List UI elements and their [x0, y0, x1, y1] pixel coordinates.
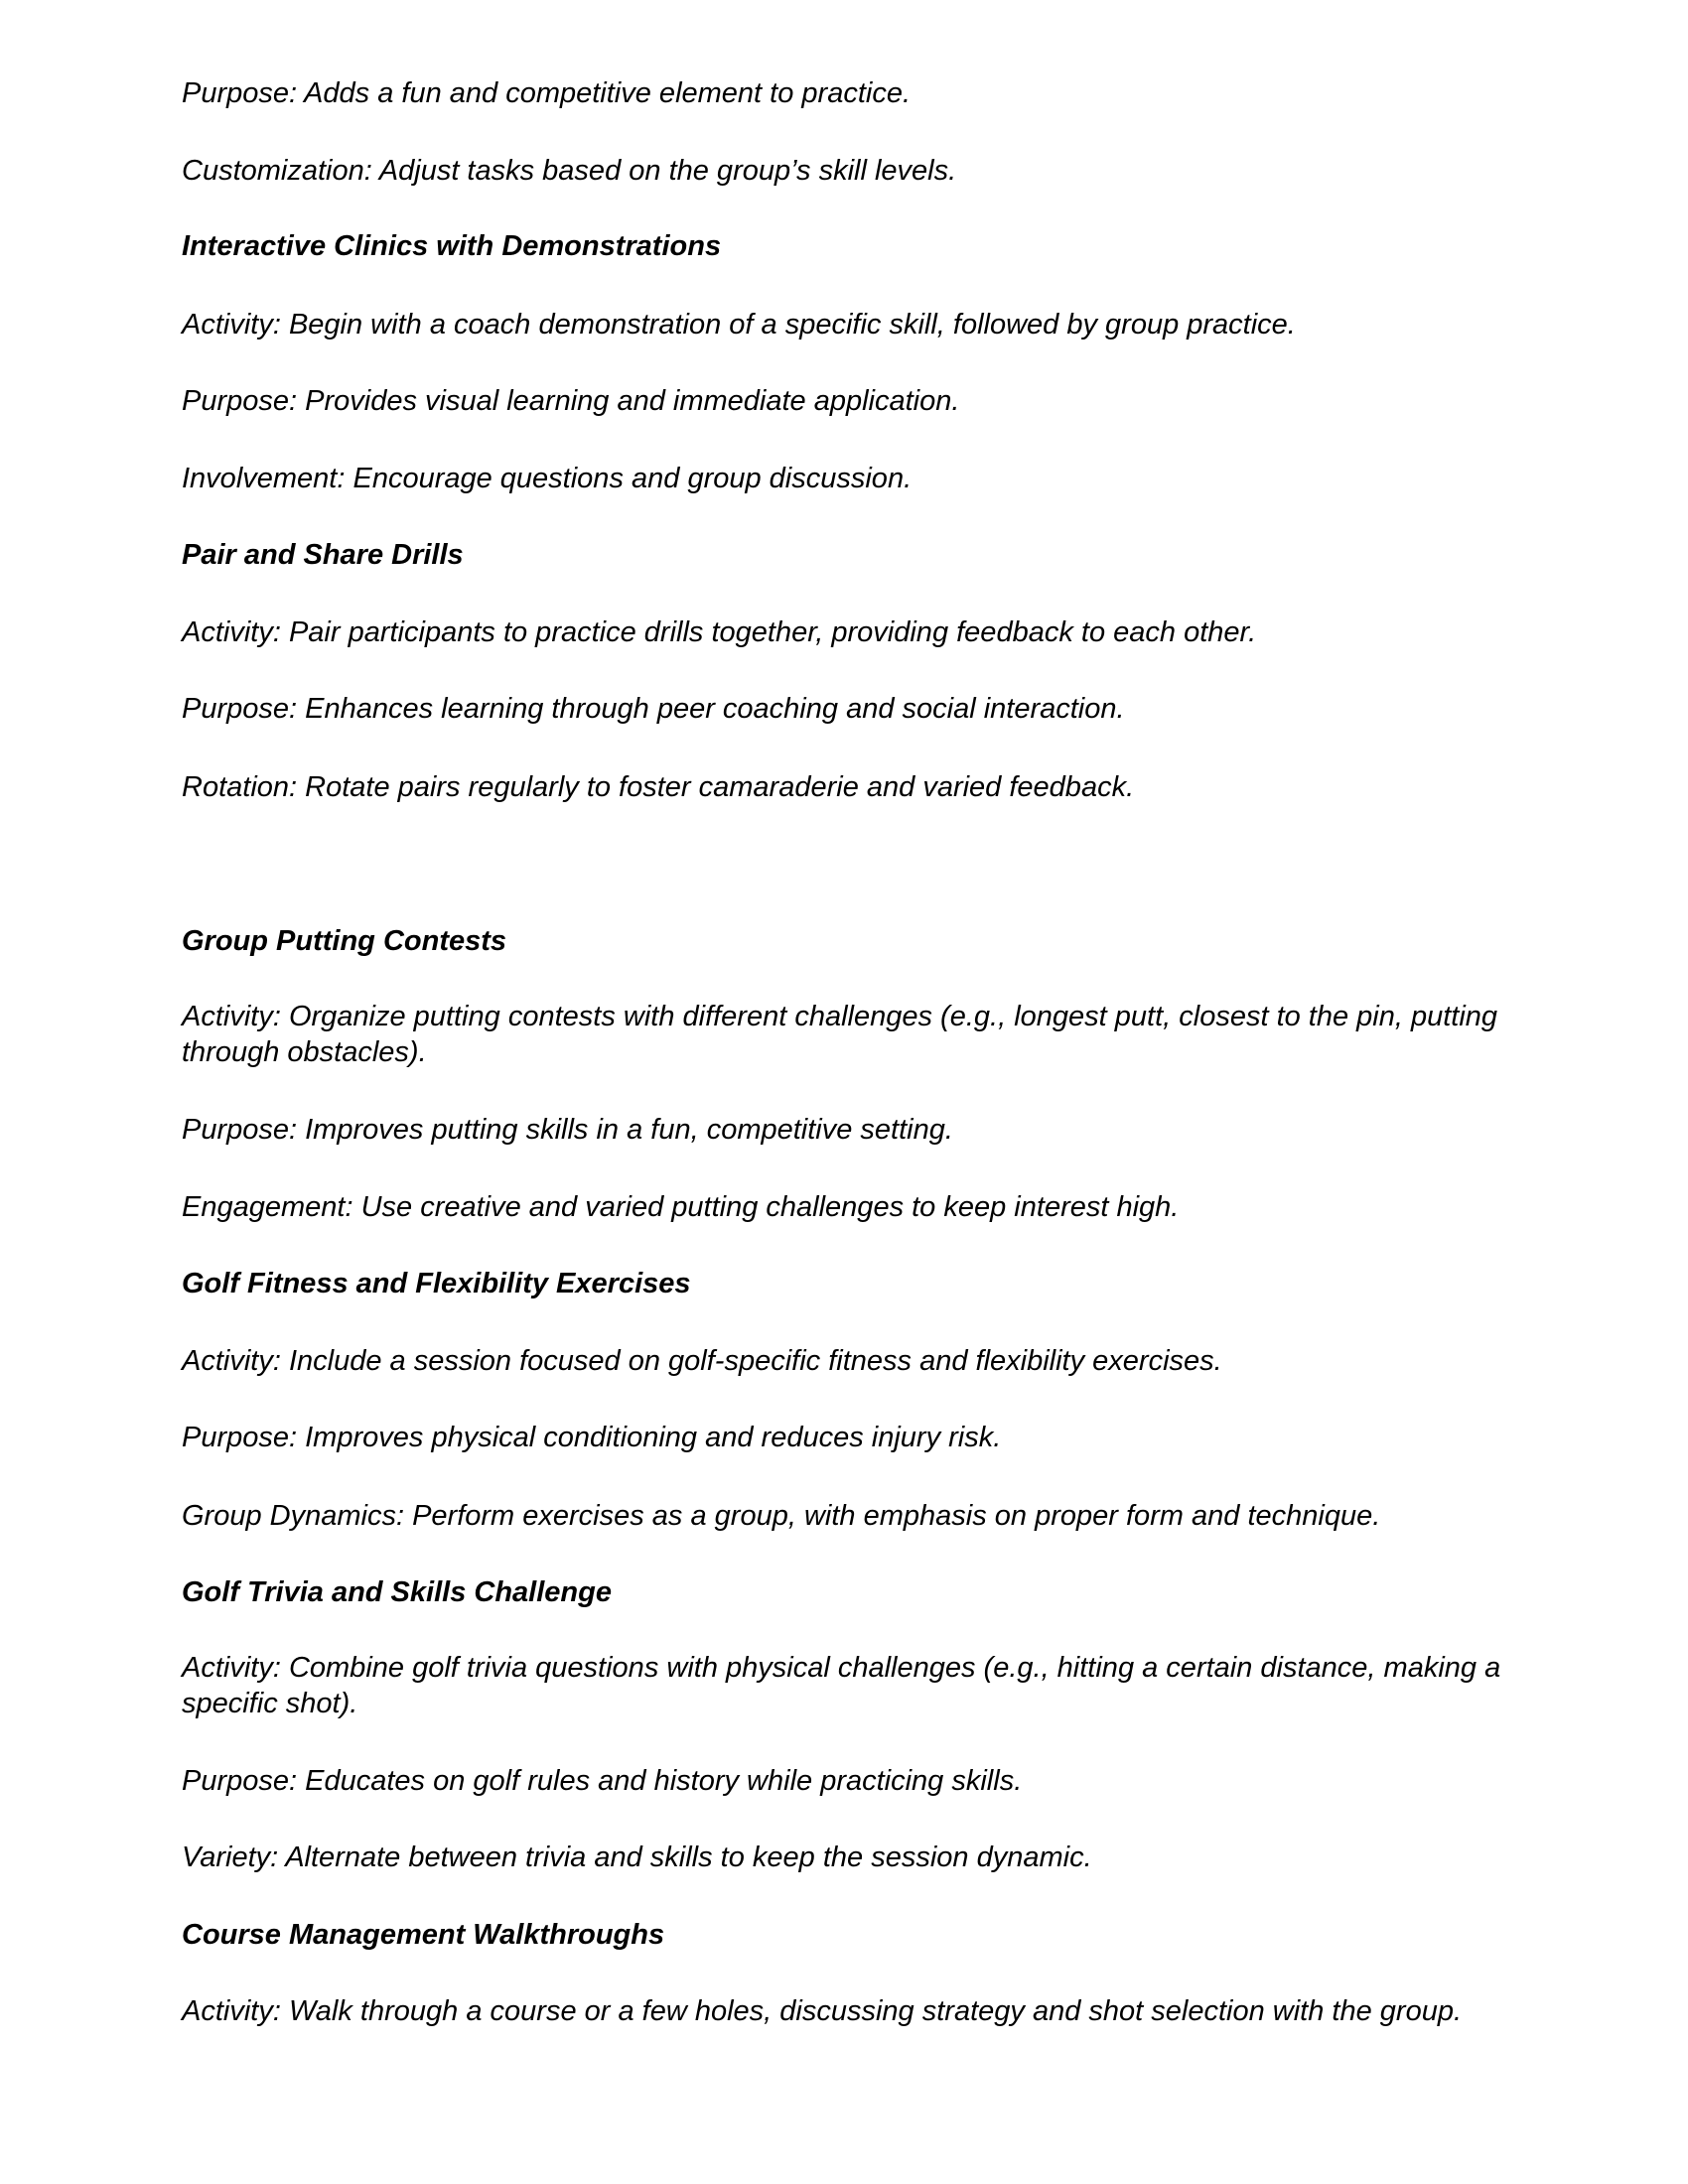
section-heading-interactive-clinics: Interactive Clinics with Demonstrations — [182, 230, 722, 262]
section-heading-pair-and-share: Pair and Share Drills — [182, 539, 464, 571]
variety-line: Variety: Alternate between trivia and skills to keep the session dynamic. — [182, 1842, 1092, 1873]
purpose-line: Purpose: Improves putting skills in a fun, competitive setting. — [182, 1114, 953, 1146]
activity-line: Activity: Begin with a coach demonstration of a specific skill, followed by group practice. — [182, 309, 1296, 341]
activity-line: Activity: Organize putting contests with different challenges (e.g., longest putt, closest to the pin, putting through obstacles). — [182, 1001, 1498, 1068]
purpose-line: Purpose: Provides visual learning and immediate application. — [182, 385, 960, 417]
rotation-line: Rotation: Rotate pairs regularly to foster camaraderie and varied feedback. — [182, 771, 1135, 803]
group-dynamics-line: Group Dynamics: Perform exercises as a group, with emphasis on proper form and technique. — [182, 1500, 1381, 1532]
section-heading-course-management: Course Management Walkthroughs — [182, 1919, 665, 1951]
activity-line: Activity: Include a session focused on golf-specific fitness and flexibility exercises. — [182, 1345, 1222, 1377]
purpose-line: Purpose: Enhances learning through peer coaching and social interaction. — [182, 693, 1125, 725]
purpose-line: Purpose: Adds a fun and competitive element to practice. — [182, 77, 912, 109]
engagement-line: Engagement: Use creative and varied putting challenges to keep interest high. — [182, 1191, 1180, 1223]
involvement-line: Involvement: Encourage questions and group discussion. — [182, 463, 913, 494]
activity-line: Activity: Combine golf trivia questions with physical challenges (e.g., hitting a certain distance, making a specific shot). — [182, 1652, 1501, 1719]
section-heading-golf-trivia: Golf Trivia and Skills Challenge — [182, 1576, 612, 1608]
section-heading-golf-fitness: Golf Fitness and Flexibility Exercises — [182, 1268, 691, 1299]
activity-line: Activity: Walk through a course or a few holes, discussing strategy and shot selection with the group. — [182, 1995, 1463, 2027]
activity-line: Activity: Pair participants to practice drills together, providing feedback to each other. — [182, 616, 1257, 648]
customization-line: Customization: Adjust tasks based on the group’s skill levels. — [182, 155, 957, 187]
purpose-line: Purpose: Educates on golf rules and history while practicing skills. — [182, 1765, 1023, 1797]
purpose-line: Purpose: Improves physical conditioning and reduces injury risk. — [182, 1422, 1002, 1453]
section-heading-group-putting: Group Putting Contests — [182, 925, 507, 957]
